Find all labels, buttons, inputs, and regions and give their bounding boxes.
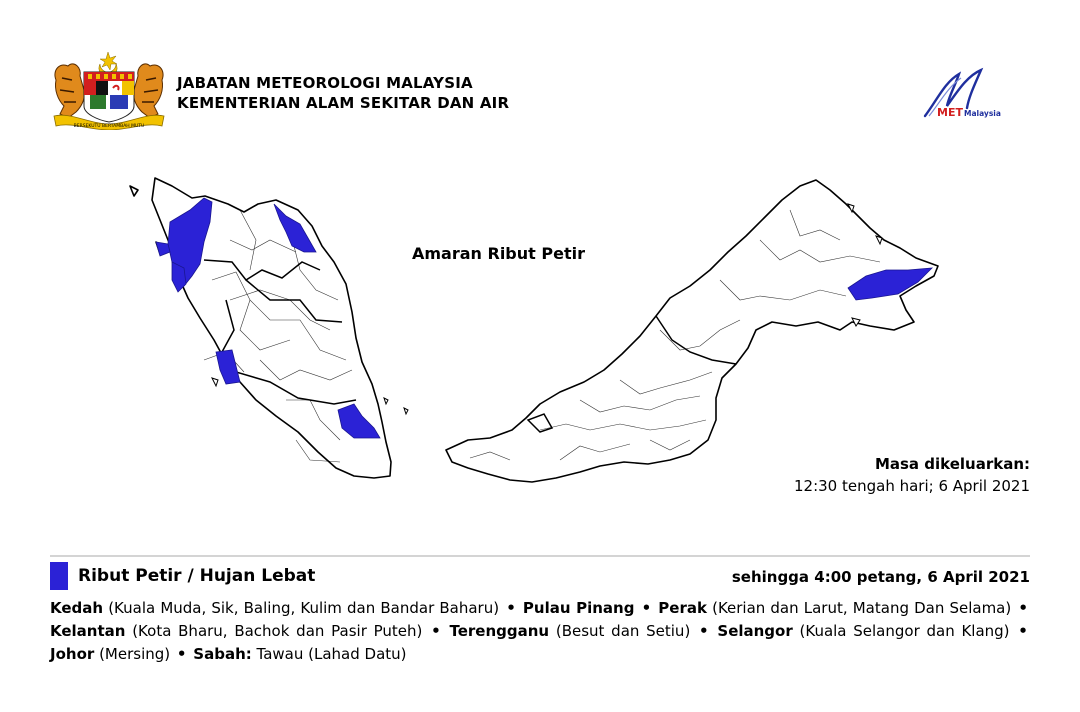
- valid-until: sehingga 4:00 petang, 6 April 2021: [731, 568, 1030, 586]
- affected-areas: [50, 597, 1030, 666]
- area-state: Terengganu: [449, 622, 550, 640]
- bullet-separator: •: [1018, 599, 1028, 617]
- legend-swatch: [50, 562, 68, 590]
- area-districts: (Mersing): [99, 645, 171, 663]
- bullet-separator: •: [699, 622, 709, 640]
- divider: [50, 555, 1030, 557]
- met-logo-text: MET: [937, 106, 963, 119]
- legend-label: Ribut Petir / Hujan Lebat: [78, 566, 316, 586]
- legend: [50, 562, 1030, 592]
- issue-time-block: [794, 453, 1030, 497]
- area-districts: (Kuala Selangor dan Klang): [799, 622, 1010, 640]
- area-districts: (Kota Bharu, Bachok dan Pasir Puteh): [132, 622, 423, 640]
- area-districts: (Kuala Muda, Sik, Baling, Kulim dan Bandar Baharu): [108, 599, 500, 617]
- agency-name: JABATAN METEOROLOGI MALAYSIA: [177, 74, 473, 92]
- bullet-separator: •: [506, 599, 516, 617]
- area-state: Pulau Pinang: [522, 599, 635, 617]
- area-state: Sabah:: [193, 645, 252, 663]
- bullet-separator: •: [176, 645, 187, 663]
- svg-text:BERSEKUTU BERTAMBAH MUTU: BERSEKUTU BERTAMBAH MUTU: [73, 124, 145, 129]
- area-districts: (Kerian dan Larut, Matang Dan Selama): [712, 599, 1012, 617]
- area-districts: (Besut dan Setiu): [555, 622, 691, 640]
- issued-time: 12:30 tengah hari; 6 April 2021: [794, 477, 1030, 495]
- area-state: Johor: [50, 645, 95, 663]
- bullet-separator: •: [1018, 622, 1028, 640]
- area-state: Kelantan: [50, 622, 126, 640]
- sabah-sarawak: [446, 180, 938, 482]
- map-title: Amaran Ribut Petir: [412, 244, 585, 263]
- area-districts: Tawau (Lahad Datu): [256, 645, 407, 663]
- issued-label: Masa dikeluarkan:: [874, 455, 1030, 473]
- bullet-separator: •: [431, 622, 441, 640]
- bullet-separator: •: [641, 599, 652, 617]
- area-state: Kedah: [50, 599, 104, 617]
- area-state: Selangor: [717, 622, 793, 640]
- area-state: Perak: [658, 599, 707, 617]
- met-logo-country: Malaysia: [964, 109, 1001, 118]
- ministry-name: KEMENTERIAN ALAM SEKITAR DAN AIR: [177, 94, 510, 112]
- warning-pulau-pinang: [156, 242, 170, 256]
